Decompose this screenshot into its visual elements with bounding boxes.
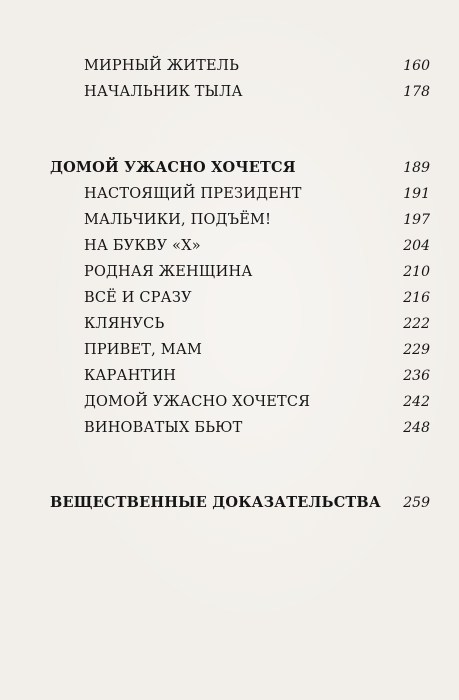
toc-section-title: ДОМОЙ УЖАСНО ХОЧЕТСЯ bbox=[50, 159, 296, 176]
toc-entry bbox=[0, 391, 459, 413]
toc-entry bbox=[0, 339, 459, 361]
toc-section bbox=[0, 492, 459, 514]
toc-section bbox=[0, 157, 459, 179]
toc-entry bbox=[0, 417, 459, 439]
toc-entry-title: МАЛЬЧИКИ, ПОДЪЁМ! bbox=[84, 212, 272, 228]
toc-entry-title: ВИНОВАТЫХ БЬЮТ bbox=[84, 420, 243, 436]
toc-entry-title: НАСТОЯЩИЙ ПРЕЗИДЕНТ bbox=[84, 186, 302, 202]
toc-entry bbox=[0, 365, 459, 387]
toc-entry-page: 216 bbox=[403, 290, 430, 306]
toc-section-page: 189 bbox=[403, 160, 430, 176]
toc-entry bbox=[0, 313, 459, 335]
toc-entry bbox=[0, 209, 459, 231]
toc-entry bbox=[0, 261, 459, 283]
toc-entry-title: КЛЯНУСЬ bbox=[84, 316, 165, 332]
toc-entry-title: НАЧАЛЬНИК ТЫЛА bbox=[84, 84, 243, 100]
toc-section-page: 259 bbox=[403, 495, 430, 511]
toc-entry-title: КАРАНТИН bbox=[84, 368, 177, 384]
toc-entry-page: 242 bbox=[403, 394, 430, 410]
toc-entry-page: 222 bbox=[403, 316, 430, 332]
toc-entry bbox=[0, 183, 459, 205]
toc-entry-page: 204 bbox=[403, 238, 430, 254]
toc-entry-page: 248 bbox=[403, 420, 430, 436]
toc-entry bbox=[0, 81, 459, 103]
toc-entry-page: 229 bbox=[403, 342, 430, 358]
toc-section-title: ВЕЩЕСТВЕННЫЕ ДОКАЗАТЕЛЬСТВА bbox=[50, 494, 381, 511]
toc-entry-page: 210 bbox=[403, 264, 430, 280]
toc-entry-page: 178 bbox=[403, 84, 430, 100]
toc-entry-title: МИРНЫЙ ЖИТЕЛЬ bbox=[84, 58, 240, 74]
toc-entry-title: НА БУКВУ «Х» bbox=[84, 238, 201, 254]
toc-entry-page: 197 bbox=[403, 212, 430, 228]
toc-entry-page: 236 bbox=[403, 368, 430, 384]
toc-entry-title: РОДНАЯ ЖЕНЩИНА bbox=[84, 264, 253, 280]
toc-entry-title: ДОМОЙ УЖАСНО ХОЧЕТСЯ bbox=[84, 394, 311, 410]
toc-entry bbox=[0, 55, 459, 77]
toc-entry-page: 191 bbox=[403, 186, 430, 202]
toc-entry-title: ПРИВЕТ, МАМ bbox=[84, 342, 203, 358]
toc-entry bbox=[0, 287, 459, 309]
toc-entry-page: 160 bbox=[403, 58, 430, 74]
toc-entry-title: ВСЁ И СРАЗУ bbox=[84, 290, 192, 306]
toc-entry bbox=[0, 235, 459, 257]
